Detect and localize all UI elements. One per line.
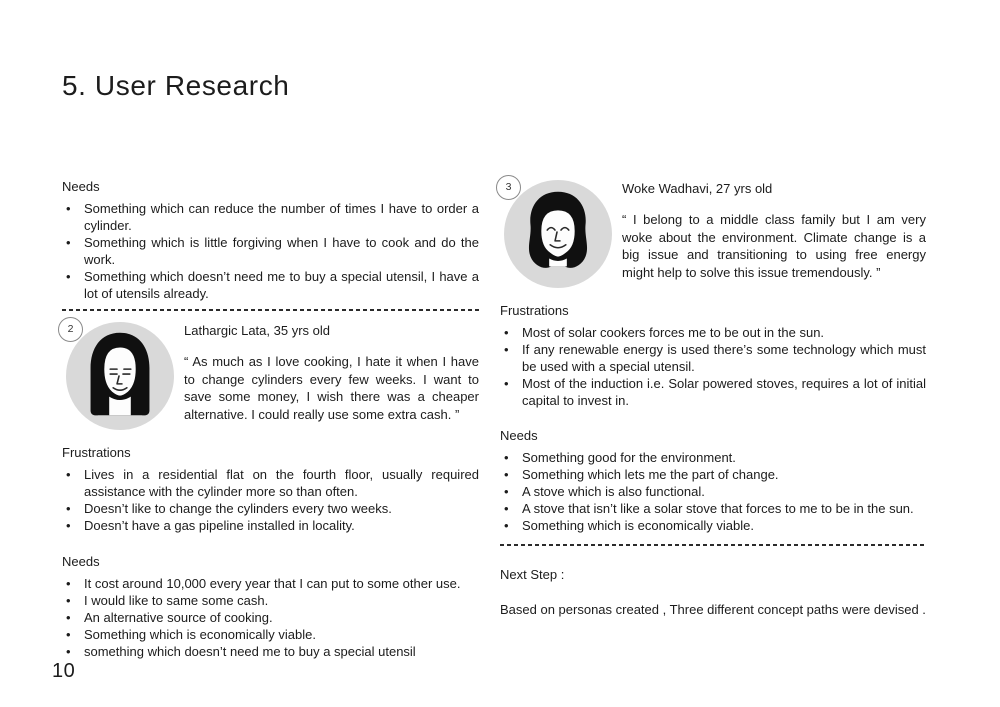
bullet-marker: • [66,235,71,250]
dashed-divider [500,544,926,546]
bullet-marker: • [504,376,509,391]
needs-section-top [62,178,479,302]
bullet-marker: • [66,644,71,659]
needs-top-list [62,200,479,302]
persona-3-header [500,178,926,290]
dashed-divider [62,309,479,311]
needs-top-heading: Needs [62,179,100,194]
persona-3-text [622,178,926,290]
bullet-item [62,592,479,609]
bullet-item [500,466,926,483]
right-column [500,178,926,618]
bullet-marker: • [66,201,71,216]
bullet-marker: • [66,610,71,625]
persona-2-frustrations-section [62,444,479,534]
persona-3-name: Woke Wadhavi, 27 yrs old [622,181,773,196]
bullet-text: Doesn’t have a gas pipeline installed in locality. [84,518,355,533]
needs-heading: Needs [500,428,538,443]
needs-heading: Needs [62,554,100,569]
bullet-text: Something good for the environment. [522,450,736,465]
bullet-item [62,200,479,234]
bullet-text: Something which is little forgiving when I have to cook and do the work. [84,235,479,267]
bullet-item [62,575,479,592]
bullet-marker: • [504,484,509,499]
bullet-marker: • [66,593,71,608]
bullet-item [62,268,479,302]
bullet-text: Most of the induction i.e. Solar powered stoves, requires a lot of initial capital to invest in. [522,376,926,408]
frustrations-heading: Frustrations [500,303,569,318]
persona-3-badge [496,175,521,200]
bullet-text: Something which lets me the part of change. [522,467,779,482]
bullet-marker: • [504,501,509,516]
bullet-marker: • [504,518,509,533]
left-column [62,178,479,660]
badge-number: 3 [505,181,512,193]
bullet-marker: • [504,467,509,482]
persona-3-needs-section [500,427,926,534]
bullet-text: Something which is economically viable. [522,518,754,533]
frustrations-list [500,324,926,409]
persona-3-frustrations-section [500,302,926,409]
bullet-item [62,609,479,626]
bullet-item [62,626,479,643]
bullet-marker: • [66,576,71,591]
bullet-text: I would like to same some cash. [84,593,269,608]
bullet-item [500,483,926,500]
bullet-text: If any renewable energy is used there’s some technology which must be used with a special utensil. [522,342,926,374]
bullet-marker: • [66,501,71,516]
persona-3-quote: “ I belong to a middle class family but I am very woke about the environment. Climate change is a big issue and transitioning to using free energy might help to solve this issue tremendously. ” [622,212,926,280]
bullet-text: Doesn’t like to change the cylinders every two weeks. [84,501,392,516]
needs-list [500,449,926,534]
bullet-marker: • [504,450,509,465]
bullet-marker: • [504,342,509,357]
persona-2-avatar [62,320,174,432]
bullet-item [500,375,926,409]
bullet-text: A stove which is also functional. [522,484,705,499]
persona-2-quote: “ As much as I love cooking, I hate it when I have to change cylinders every few weeks. I want to save some money, I wish there was a cheaper alternative. I could really use some extra cash. ” [184,354,479,422]
bullet-text: Most of solar cookers forces me to be out in the sun. [522,325,825,340]
bullet-marker: • [66,518,71,533]
bullet-item [62,517,479,534]
woman-wavy-hair-avatar-icon [504,180,612,288]
bullet-text: something which doesn’t need me to buy a special utensil [84,644,416,659]
bullet-text: A stove that isn’t like a solar stove that forces to me to be in the sun. [522,501,914,516]
persona-3-avatar [500,178,612,290]
bullet-text: Lives in a residential flat on the fourth floor, usually required assistance with the cylinder more so than often. [84,467,479,499]
needs-list [62,575,479,660]
page-number: 10 [52,660,76,682]
persona-2-badge [58,317,83,342]
bullet-text: It cost around 10,000 every year that I can put to some other use. [84,576,461,591]
bullet-item [62,234,479,268]
badge-number: 2 [67,323,74,335]
bullet-item [500,517,926,534]
bullet-text: Something which can reduce the number of times I have to order a cylinder. [84,201,479,233]
persona-2-name: Lathargic Lata, 35 yrs old [184,323,330,338]
frustrations-list [62,466,479,534]
bullet-item [500,500,926,517]
bullet-item [62,500,479,517]
bullet-text: Something which is economically viable. [84,627,316,642]
bullet-item [62,643,479,660]
bullet-marker: • [66,467,71,482]
persona-2-text [184,320,479,432]
woman-straight-hair-avatar-icon [66,322,174,430]
bullet-marker: • [66,627,71,642]
bullet-item [500,449,926,466]
bullet-item [62,466,479,500]
bullet-marker: • [66,269,71,284]
bullet-text: An alternative source of cooking. [84,610,273,625]
page-title: 5. User Research [62,70,290,101]
bullet-item [500,341,926,375]
frustrations-heading: Frustrations [62,445,131,460]
next-step-heading: Next Step : [500,567,565,582]
bullet-marker: • [504,325,509,340]
bullet-text: Something which doesn’t need me to buy a special utensil, I have a lot of utensils already. [84,269,479,301]
persona-2-needs-section [62,553,479,660]
next-step-body: Based on personas created , Three different concept paths were devised . [500,602,926,617]
bullet-item [500,324,926,341]
persona-2-header [62,320,479,432]
